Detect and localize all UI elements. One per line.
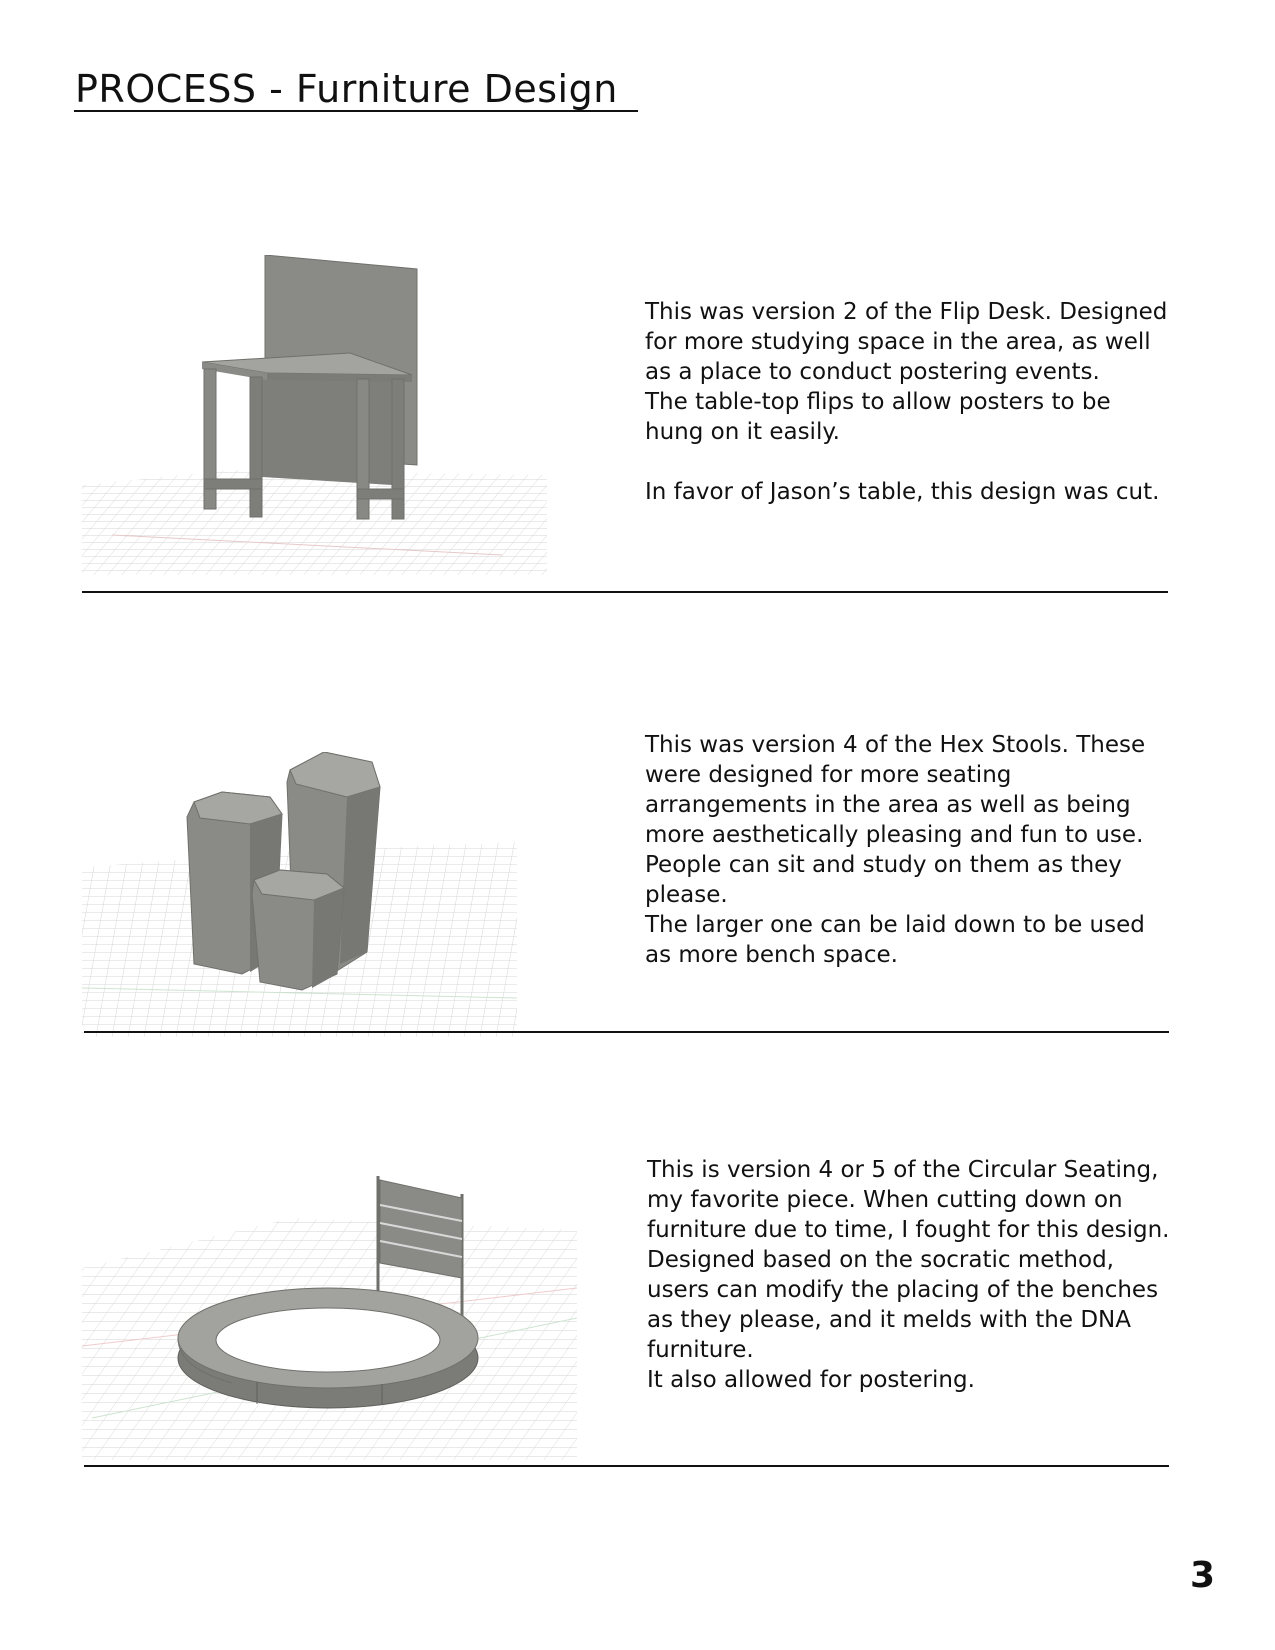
caption-paragraph: This was version 2 of the Flip Desk. Designed for more studying space in the area, as well as a place to conduct postering events. [645,299,1168,385]
caption-paragraph: The table-top flips to allow posters to be hung on it easily. [645,389,1111,445]
caption-paragraph: Designed based on the socratic method, users can modify the placing of the benches as they please, and it melds with the DNA furniture. [647,1247,1159,1363]
caption-paragraph: This is version 4 or 5 of the Circular Seating, my favorite piece. When cutting down on furniture due to time, I fought for this design. [647,1157,1170,1243]
circular-seating-render [82,1168,577,1460]
page-title: PROCESS - Furniture Design [75,67,618,111]
page-number: 3 [1190,1555,1216,1596]
flip-desk-render [82,255,547,580]
caption-paragraph: It also allowed for postering. [647,1367,975,1393]
caption-paragraph: This was version 4 of the Hex Stools. These were designed for more seating arrangements in the area as well as being more aesthetically pleasing and fun to use. People can sit and study on them as they please. [645,732,1146,908]
caption-paragraph: In favor of Jason’s table, this design was cut. [645,479,1160,505]
hex-stools-render [82,752,517,1037]
caption-paragraph: The larger one can be laid down to be used as more bench space. [645,912,1145,968]
section-divider [84,1031,1169,1033]
hex-stools-caption [645,730,1175,970]
section-divider [84,1465,1169,1467]
circular-seating-caption [647,1155,1177,1395]
title-underline [74,110,638,112]
section-divider [82,591,1168,593]
flip-desk-caption [645,297,1175,507]
